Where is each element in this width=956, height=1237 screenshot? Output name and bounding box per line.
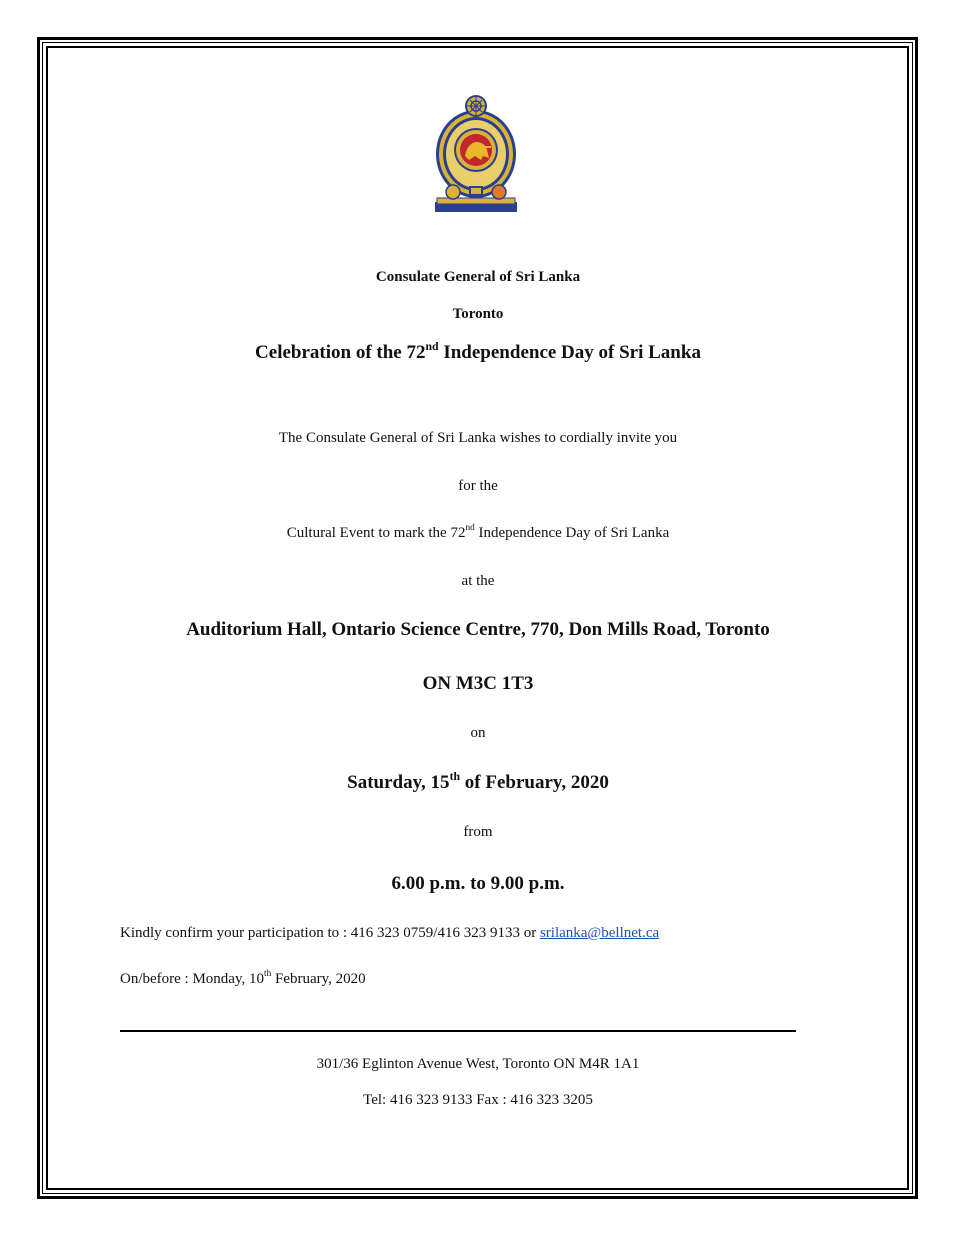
invite-line-3-sup: nd — [465, 523, 475, 534]
rsvp-deadline-sup: th — [264, 969, 272, 980]
rsvp-deadline — [120, 971, 366, 988]
invite-line-3 — [0, 525, 956, 542]
rsvp-deadline-prefix: On/before : Monday, 10 — [120, 971, 264, 987]
footer-divider — [120, 1030, 796, 1032]
invite-line-2: for the — [458, 478, 498, 494]
venue-address: Auditorium Hall, Ontario Science Centre, 770, Don Mills Road, Toronto — [186, 619, 770, 640]
rsvp-line — [120, 925, 659, 942]
page-border-inner — [46, 46, 909, 1190]
invite-line-3-suffix: Independence Day of Sri Lanka — [474, 525, 670, 541]
rsvp-email-link[interactable]: srilanka@bellnet.ca — [539, 925, 660, 941]
event-title-sup: nd — [425, 339, 439, 353]
event-date-prefix: Saturday, 15 — [347, 772, 450, 793]
event-time: 6.00 p.m. to 9.00 p.m. — [391, 873, 565, 894]
invite-line-4: at the — [461, 573, 495, 589]
event-date-sup: th — [449, 769, 461, 783]
venue-postal-code: ON M3C 1T3 — [422, 673, 534, 694]
event-title-suffix: Independence Day of Sri Lanka — [438, 342, 701, 363]
rsvp-deadline-suffix: February, 2020 — [271, 971, 366, 987]
city-name: Toronto — [452, 306, 504, 322]
invite-line-1: The Consulate General of Sri Lanka wishes to cordially invite you — [278, 430, 678, 446]
footer-contact: Tel: 416 323 9133 Fax : 416 323 3205 — [363, 1092, 593, 1108]
invite-line-3-prefix: Cultural Event to mark the 72 — [286, 525, 466, 541]
sri-lanka-emblem-icon — [431, 92, 521, 216]
from-label: from — [463, 824, 493, 840]
event-date-suffix: of February, 2020 — [460, 772, 609, 793]
event-title-prefix: Celebration of the 72 — [255, 342, 426, 363]
rsvp-text: Kindly confirm your participation to : 416 323 0759/416 323 9133 or — [120, 925, 540, 941]
footer-address: 301/36 Eglinton Avenue West, Toronto ON M4R 1A1 — [316, 1056, 640, 1072]
event-date — [0, 769, 956, 794]
event-title — [0, 339, 956, 364]
on-label: on — [470, 725, 486, 741]
organization-name: Consulate General of Sri Lanka — [375, 269, 581, 285]
